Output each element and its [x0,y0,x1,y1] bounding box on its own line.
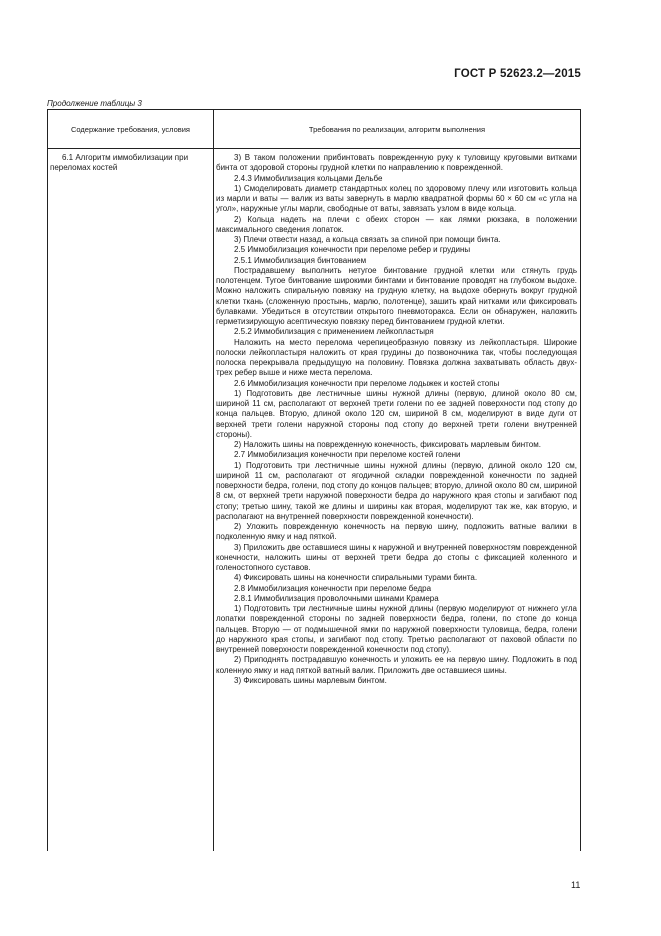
algorithm-paragraph: 1) Подготовить три лестничные шины нужной длины (первую, длиной около 120 см, шириной 11 см, располагают от ягодичной складки поврежденной конечности по задней поверхности бедра, голени, под стопу до концов пальцев; вторую, длиной около 80 см, шириной 8 см, от верхней трети наружной поверхности бедра до наружного края стопы и загибают под стопу; третью шину, такой же длины и ширины как вторая, моделируют так же, как вторую, и располагают на внутренней поверхности поврежденной конечности). [216,460,577,521]
algorithm-paragraph: 2.5.2 Иммобилизация с применением лейкопластыря [234,327,434,337]
algorithm-paragraph: 2.8 Иммобилизация конечности при переломе бедра [234,583,432,593]
algorithm-paragraph: 1) Подготовить две лестничные шины нужной длины (первую, длиной около 80 см, шириной 11 см, располагают от верхней трети голени по ее задней поверхности под стопу до конца пальцев. Вторую, длиной около 120 см, шириной 8 см, моделируют в виде дуги от верхней трети голени наружной стороны под стопу до верхней трети голени внутренней стороны). [216,388,577,439]
algorithm-paragraph: 2) Наложить шины на поврежденную конечность, фиксировать марлевым бинтом. [234,440,541,449]
algorithm-paragraph: 2) Кольца надеть на плечи с обеих сторон — как лямки рюкзака, в положении максимального сведения лопаток. [216,214,577,234]
algorithm-paragraph: 2.4.3 Иммобилизация кольцами Дельбе [234,173,383,183]
algorithm-paragraph: 3) Плечи отвести назад, а кольца связать за спиной при помощи бинта. [234,235,501,244]
algorithm-paragraph: 2) Уложить поврежденную конечность на первую шину, подложить ватные валики в подколенную ямку и над пяткой. [216,522,577,542]
algorithm-paragraph: 4) Фиксировать шины на конечности спиральными турами бинта. [234,573,478,583]
algorithm-paragraph: 3) Приложить две оставшиеся шины к наружной и внутренней поверхностям поврежденной конечности, наложить шины от верхней трети бедра до стопы с фиксацией коленного и голеностопного суставов. [216,542,577,572]
algorithm-paragraph: 2.7 Иммобилизация конечности при переломе костей голени [234,450,461,460]
algorithm-paragraph: Пострадавшему выполнить нетугое бинтование грудной клетки или стянуть грудь полотенцем. Тугое бинтование широкими бинтами и бинтование проводят на глубоком выдохе. Можно наложить спиральную повязку на грудную клетку, на выдохе обернуть вокруг грудной клетки ткань (сложенную простынь, марлю, полотенце), зашить край нитками или фиксировать булавками. Убедиться в отсутствии открытого пневмоторакса. Если он обнаружен, наложить герметизирующую асептическую повязку перед бинтованием грудной клетки. [216,265,577,326]
column-header-requirement: Содержание требования, условия [71,125,190,134]
algorithm-paragraph: 2.5.1 Иммобилизация бинтованием [234,255,367,265]
algorithm-paragraph: 2) Приподнять пострадавшую конечность и уложить ее на первую шину. Подложить в под коленную ямку и над пяткой ватный валик. Приложить две оставшиеся шины. [216,655,577,675]
algorithm-paragraph: 2.8.1 Иммобилизация проволочными шинами Крамера [234,593,439,603]
column-header-algorithm: Требования по реализации, алгоритм выполнения [308,125,486,134]
algorithm-paragraph: 3) Фиксировать шины марлевым бинтом. [234,675,387,685]
algorithm-paragraph: 2.6 Иммобилизация конечности при переломе лодыжек и костей стопы [234,378,500,388]
algorithm-cell [216,153,577,686]
algorithm-paragraph: 3) В таком положении прибинтовать поврежденную руку к туловищу круговыми витками бинта от здоровой стороны грудной клетки по направлению к поврежденной. [216,153,577,173]
document-id: ГОСТ Р 52623.2—2015 [454,68,581,80]
algorithm-paragraph: 1) Смоделировать диаметр стандартных колец по здоровому плечу или изготовить кольца из марли и ваты — валик из ваты завернуть в марлю квадратной формы 60 × 60 см «с угла на угол», наружные углы марли, свободные от ваты, завязать узлом в виде кольца. [216,183,577,214]
page-number: 11 [571,880,581,890]
algorithm-paragraph: 1) Подготовить три лестничные шины нужной длины (первую моделируют от нижнего угла лопатки поврежденной стороны по задней поверхности бедра, голени, по стопе до конца пальцев. Вторую — от подмышечной ямки по наружной поверхности туловища, бедра, голени до наружного края стопы, и загибают под стопу. Третью располагают от паховой области по внутренней поверхности поврежденной конечности под стопу). [216,604,577,654]
requirements-table [47,109,581,851]
requirement-cell: 6.1 Алгоритм иммобилизации при переломах костей [50,153,189,172]
algorithm-paragraph: 2.5 Иммобилизация конечности при переломе ребер и грудины [234,245,471,255]
table-caption: Продолжение таблицы 3 [47,99,142,108]
column-divider [213,110,214,851]
header-divider [48,148,580,149]
algorithm-paragraph: Наложить на место перелома черепицеобразную повязку из лейкопластыря. Широкие полоски лейкопластыря наложить от края грудины до позвоночника так, чтобы последующая полоска перекрывала предыдущую на половину. Повязка должна захватывать область двух-трех ребер выше и ниже места перелома. [216,337,577,378]
